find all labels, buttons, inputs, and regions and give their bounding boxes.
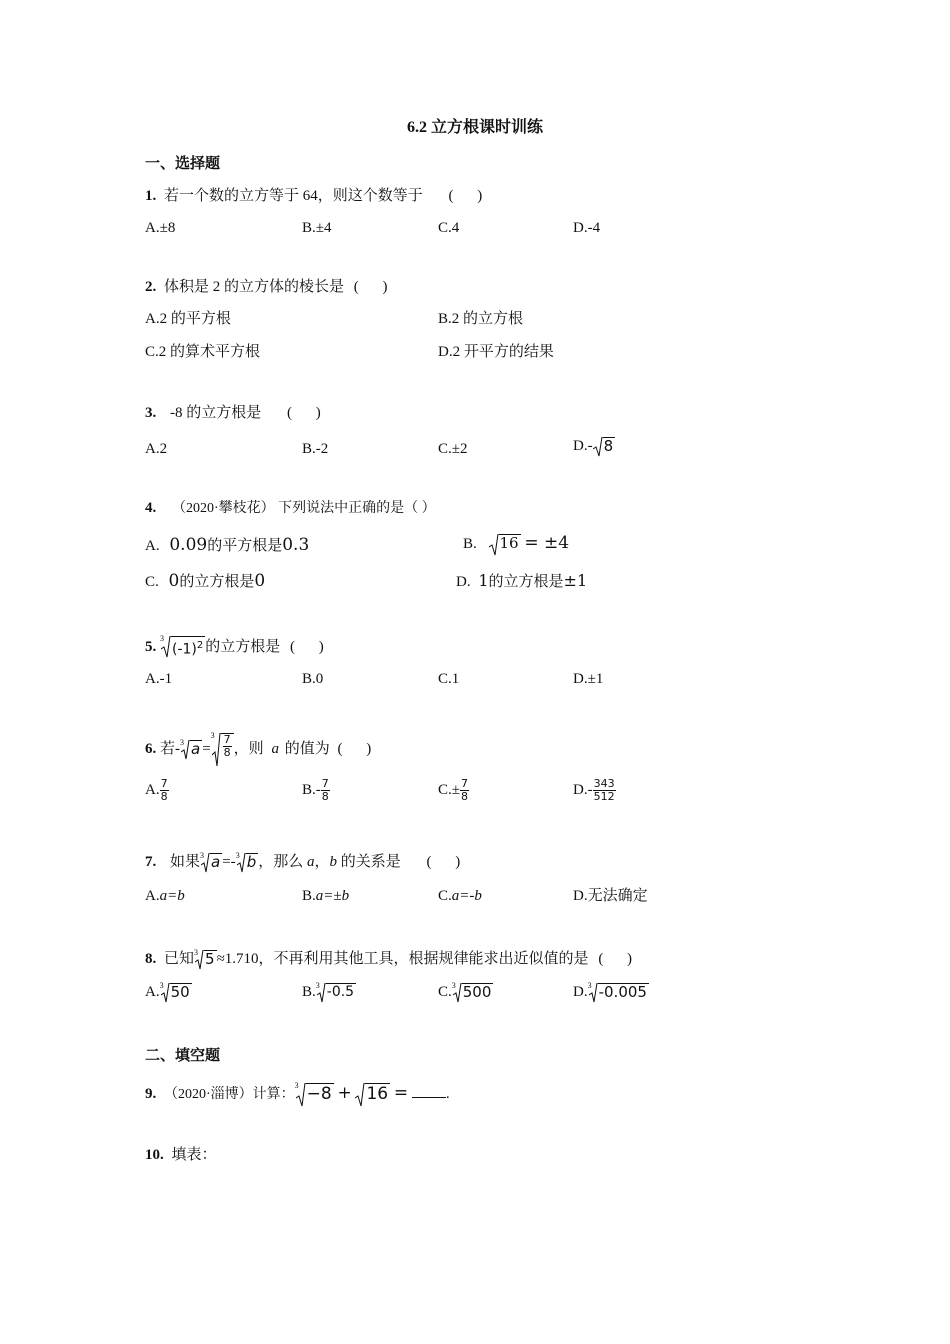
cube-root [159,980,192,1003]
option-a [145,775,169,805]
option-a [145,982,192,1003]
cube-root [451,980,494,1003]
radicand-base: (-1) [172,641,197,658]
math-value: ±1 [563,571,588,590]
question-text: 填表： [171,1147,217,1163]
option-a: A.2 [145,441,168,457]
root-index: 3 [294,1080,299,1090]
option-d: D.2 开平方的结果 [438,344,554,360]
answer-paren: ( ) [598,951,643,967]
question-text: ≈1.710，不再利用其他工具，根据规律能求出近似值的是 [216,951,589,967]
fraction [460,778,469,803]
option-label: A. [145,782,160,798]
option-label: C. [438,984,452,1000]
exponent: 2 [196,640,204,651]
separator: ， [314,854,330,870]
question-10 [145,1145,217,1165]
option-c: C.1 [438,671,460,687]
option-c [438,982,493,1003]
question-number: 10. [145,1147,164,1163]
question-text: 的关系是 [340,854,401,870]
root-index: 3 [159,980,164,990]
question-7 [145,852,470,873]
question-text: 体积是 2 的立方体的棱长是 [164,279,345,295]
option-label: D.- [573,782,593,798]
radicand: -0.005 [598,982,647,1001]
option-b [302,982,356,1003]
denominator: 8 [461,790,468,804]
numerator: 7 [223,732,231,746]
question-9 [145,1080,450,1108]
operator: =- [222,854,236,870]
option-b: B.±4 [302,220,332,236]
option-c: C.4 [438,220,460,236]
option-d [573,982,649,1003]
question-text: 若- [160,741,180,757]
option-expression: 无法确定 [587,888,648,904]
question-number: 3. [145,405,157,421]
option-c [438,886,482,906]
numerator: 7 [160,777,168,791]
math-expression: = ±4 [524,533,570,553]
fraction [593,778,616,803]
option-label: D. [573,984,588,1000]
option-label: A. [145,984,160,1000]
fraction [321,778,330,803]
denominator: 512 [593,790,615,804]
question-number: 8. [145,951,157,967]
question-text: 的立方根是 [205,638,281,655]
root-index: 3 [200,850,205,860]
variable: a [306,854,315,870]
option-label: B. [302,984,316,1000]
option-a: A.2 的平方根 [145,311,231,327]
root-index: 3 [235,850,240,860]
denominator: 8 [321,790,329,804]
option-label: C. [438,888,452,904]
radicand: 16 [366,1083,389,1104]
plus-sign: + [337,1083,352,1103]
answer-blank[interactable] [412,1083,446,1098]
option-b: B.-2 [302,441,329,457]
variable: a [271,741,279,757]
question-text: （2020·攀枝花） 下列说法中正确的是（ ） [172,501,436,516]
option-text: 的立方根是 [179,574,255,590]
question-8 [145,949,642,970]
cube-root [294,1080,334,1107]
answer-paren: ( ) [290,638,334,655]
square-root [489,534,521,556]
math-value: 0.09 [169,535,208,555]
fraction [221,733,234,759]
option-label: D.- [573,438,593,454]
question-text: （2020·淄博）计算： [164,1087,295,1102]
root-index: 3 [315,980,320,990]
radicand: a [211,852,221,871]
radicand: 50 [170,982,190,1001]
math-value: 0.3 [282,535,310,555]
option-label: B.- [302,782,321,798]
option-expression: a=-b [451,888,482,904]
option-expression: a=b [159,888,185,904]
root-index: 3 [160,634,164,643]
option-c [438,775,469,805]
option-label: A. [145,888,160,904]
option-label: D. [456,574,471,590]
question-2 [145,277,398,297]
denominator: 8 [160,790,168,804]
option-d [573,436,615,457]
option-b: B.2 的立方根 [438,311,524,327]
cube-root [200,850,222,873]
answer-paren: ( ) [287,405,331,421]
question-1 [145,186,492,206]
section-choice-heading: 一、选择题 [145,156,221,172]
root-index: 3 [180,737,184,747]
answer-paren: ( ) [337,741,382,757]
question-number: 5. [145,638,157,655]
cube-root [160,636,205,659]
equals-sign: = [393,1083,409,1103]
option-a [145,886,185,906]
question-5 [145,636,334,659]
answer-paren: ( ) [448,188,493,204]
root-index: 3 [194,947,199,957]
math-value: 0 [168,571,180,591]
variable: b [329,854,337,870]
radicand: -0.5 [326,983,355,1000]
square-root [355,1083,390,1107]
cube-root [180,737,202,760]
answer-paren: ( ) [426,854,471,870]
option-label: B. [302,888,316,904]
radicand: 16 [499,533,519,552]
option-text: 的立方根是 [488,574,564,590]
option-label: C.± [438,782,460,798]
period: . [445,1086,450,1102]
question-number: 7. [145,854,157,870]
radicand [171,636,205,659]
option-c: C.2 的算术平方根 [145,344,261,360]
cube-root [235,850,259,873]
option-b [302,886,349,906]
question-number: 9. [145,1086,157,1102]
option-a [145,535,309,556]
page-title: 6.2 立方根课时训练 [406,119,543,136]
numerator: 7 [461,777,468,791]
radicand: 500 [462,982,492,1001]
section-fill-heading: 二、填空题 [145,1048,221,1064]
question-text: ，那么 [258,854,304,870]
option-a: A.±8 [145,220,176,236]
cube-root [315,980,356,1003]
question-text: 若一个数的立方等于 64，则这个数等于 [164,188,423,204]
numerator: 343 [593,777,615,791]
equals-sign: = [202,741,211,757]
radicand: −8 [306,1083,332,1104]
root-index: 3 [451,980,456,990]
radicand: 8 [603,436,614,455]
math-value: 1 [478,571,489,590]
question-text: ，则 [233,741,264,757]
math-value: 0 [254,571,266,591]
option-d: D.-4 [573,220,601,236]
option-d [456,571,587,592]
option-label: A. [145,538,160,554]
option-d: D.±1 [573,671,604,687]
option-label: B. [463,536,477,552]
cube-root [210,730,234,767]
root-index: 3 [210,730,215,740]
numerator: 7 [321,777,329,791]
answer-paren: ( ) [353,279,398,295]
root-index: 3 [587,980,592,990]
radicand: b [246,852,257,871]
question-4 [145,498,436,519]
question-number: 1. [145,188,157,204]
option-d [573,886,648,906]
option-d [573,775,616,805]
cube-root [194,947,217,970]
radicand: a [191,739,201,758]
option-c [145,571,265,592]
question-text: 如果 [170,854,201,870]
option-b [463,533,569,556]
denominator: 8 [223,745,231,759]
question-number: 4. [145,500,157,516]
question-6 [145,732,381,767]
question-number: 6. [145,741,157,757]
cube-root [587,980,649,1003]
option-label: D. [573,888,588,904]
question-number: 2. [145,279,157,295]
square-root [593,437,616,457]
question-3 [145,403,331,423]
option-a: A.-1 [145,671,173,687]
option-b: B.0 [302,671,324,687]
option-label: C. [145,574,159,590]
radicand: 5 [205,949,215,968]
question-text: 已知 [164,951,195,967]
question-text: -8 的立方根是 [170,405,262,421]
option-b [302,775,330,805]
option-c: C.±2 [438,441,468,457]
fraction [160,778,169,803]
option-expression: a=±b [315,888,350,904]
option-text: 的平方根是 [207,538,283,554]
question-text: 的值为 [284,741,330,757]
